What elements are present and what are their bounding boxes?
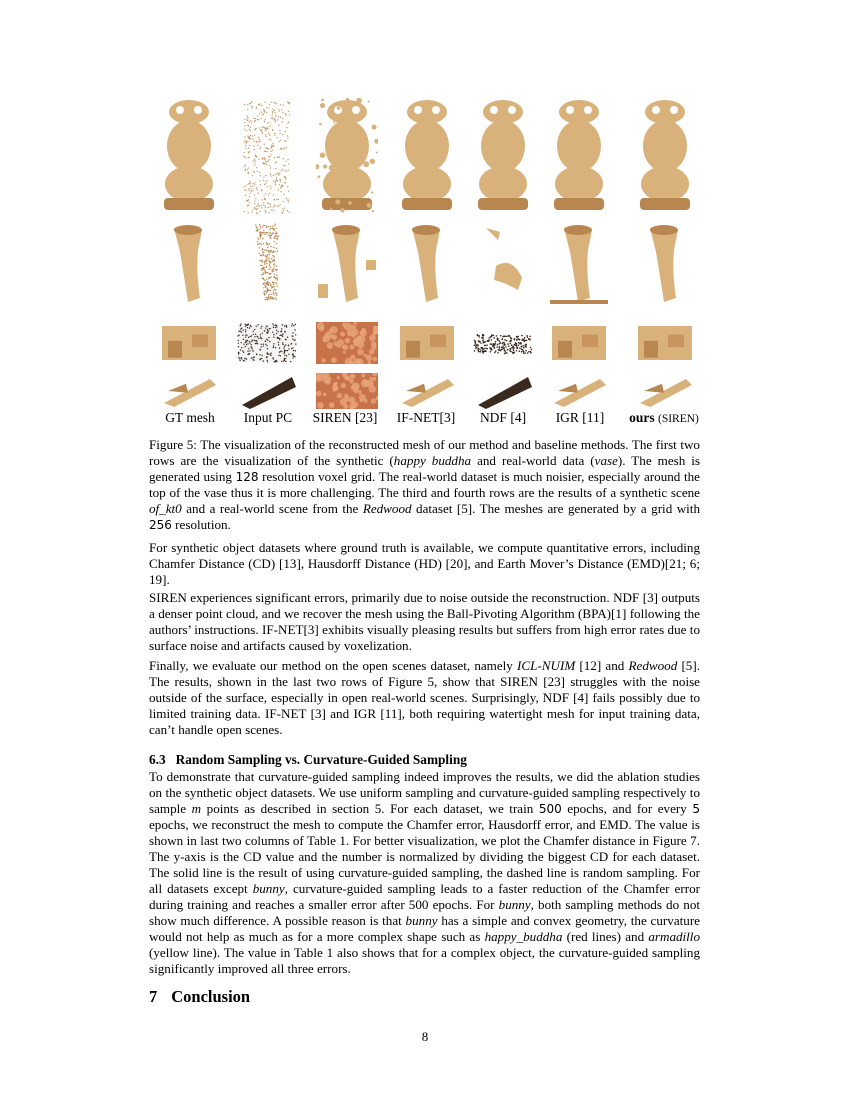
figure-thumbnail-buddha-igr	[548, 98, 610, 218]
caption-text: resolution.	[171, 517, 231, 532]
figure-thumbnail-buddha-if-net	[396, 98, 458, 218]
figure-thumbnail-scene-synthetic-siren	[316, 322, 378, 364]
caption-label: Figure 5:	[149, 437, 197, 452]
figure-thumbnail-vase-siren	[316, 220, 378, 312]
figure-thumbnail-scene-synthetic-ours	[634, 322, 696, 364]
paragraph-emphasis: bunny	[498, 897, 531, 912]
column-label-input-pc: Input PC	[243, 410, 293, 425]
figure-thumbnail-scene-real-ndf	[472, 373, 534, 409]
paragraph-text: To demonstrate that curvature-guided sampling indeed improves the results, we did the ablation studies on the synthetic object datasets. We use uniform sampling and curvature-guided sampling respectively to sample	[149, 769, 700, 816]
figure-thumbnail-scene-synthetic-if-net	[396, 322, 458, 364]
paragraph-text: SIREN experiences significant errors, primarily due to noise outside the reconstruction. NDF [3] outputs a denser point cloud, and we recover the mesh using the Ball-Pivoting Algorithm (BPA)[1] following the authors’ instructions. IF-NET[3] exhibits visually pleasing results but suffers from high error rates due to surface noise and artifacts caused by voxelization.	[149, 590, 700, 653]
paragraph-open-scenes	[149, 658, 700, 738]
section-number: 6.3	[149, 752, 166, 767]
figure-thumbnail-buddha-input-pc	[236, 98, 298, 218]
paragraph-emphasis: happy_buddha	[484, 929, 563, 944]
figure-thumbnail-buddha-ndf	[472, 98, 534, 218]
caption-emphasis: Redwood	[362, 501, 412, 516]
caption-text: ). The mesh is generated using	[149, 453, 701, 484]
section-title: Random Sampling vs. Curvature-Guided Sampling	[175, 752, 467, 767]
paragraph-emphasis: armadillo	[648, 929, 700, 944]
column-label-igr: IGR [11]	[555, 410, 605, 425]
caption-text: resolution voxel grid. The real-world dataset is much noisier, especially around the top of the vase thus it is more challenging. The third and fourth rows are the results of a synthetic scene	[149, 469, 700, 500]
paragraph-siren-errors	[149, 590, 700, 654]
caption-emphasis: vase	[594, 453, 618, 468]
figure-thumbnail-vase-gt-mesh	[158, 220, 220, 312]
section-heading-6-3	[149, 752, 467, 768]
column-label-ndf: NDF [4]	[479, 410, 527, 425]
figure-thumbnail-scene-real-ours	[634, 373, 696, 409]
caption-text: and a real-world scene from the	[181, 501, 363, 516]
figure-thumbnail-scene-real-gt-mesh	[158, 373, 220, 409]
paragraph-emphasis: bunny	[405, 913, 438, 928]
paragraph-text: , curvature-guided sampling leads to a faster reduction of the Chamfer error during training and reaches a smaller error after 500 epochs. For	[149, 881, 700, 912]
figure-thumbnail-buddha-siren	[316, 98, 378, 218]
figure-thumbnail-vase-igr	[548, 220, 610, 312]
caption-text: and real-world data (	[471, 453, 595, 468]
column-label-if-net: IF-NET[3]	[396, 410, 456, 425]
paragraph-text: Finally, we evaluate our method on the open scenes dataset, namely	[149, 658, 518, 673]
paragraph-math: 5	[692, 802, 700, 816]
figure-thumbnail-vase-ndf	[472, 220, 534, 312]
column-label-gt-mesh: GT mesh	[165, 410, 215, 425]
paragraph-ablation	[149, 769, 700, 977]
caption-emphasis: happy buddha	[393, 453, 472, 468]
paragraph-text: (yellow line). The value in Table 1 also shows that for a complex object, the curvature-guided sampling significantly improved all three errors.	[149, 945, 700, 976]
caption-math: 256	[149, 518, 172, 532]
caption-emphasis: of_kt0	[149, 501, 182, 516]
paragraph-text: has a simple and convex geometry, the curvature would not help as much as for a more complex shape such as	[149, 913, 700, 944]
figure-5	[150, 98, 702, 428]
paragraph-text: epochs, and for every	[561, 801, 693, 816]
figure-thumbnail-scene-synthetic-ndf	[472, 322, 534, 364]
figure-thumbnail-buddha-ours	[634, 98, 696, 218]
paragraph-emphasis: bunny	[252, 881, 285, 896]
figure-caption	[149, 437, 700, 533]
section-number: 7	[149, 987, 158, 1006]
column-label-ours-suffix: (SIREN)	[658, 413, 699, 425]
paragraph-text: points as described in section 5. For each dataset, we train	[201, 801, 539, 816]
paragraph-quantitative-errors	[149, 540, 700, 588]
figure-thumbnail-scene-synthetic-input-pc	[236, 322, 298, 364]
figure-thumbnail-vase-if-net	[396, 220, 458, 312]
paragraph-text: [5]. The results, shown in the last two rows of Figure 5, show that SIREN [23] struggles with the noise outside of the surface, especially in open real-world scenes. Surprisingly, NDF [4] fails possibly due to limited training data. IF-NET [3] and IGR [11], both requiring watertight mesh for input training data, can’t handle open scenes.	[149, 658, 700, 737]
figure-thumbnail-scene-real-igr	[548, 373, 610, 409]
caption-text: The visualization of the reconstructed mesh of our method and baseline methods. The first two rows are the visualization of the synthetic (	[149, 437, 700, 468]
column-label-ours-bold: ours	[629, 410, 655, 425]
figure-thumbnail-scene-synthetic-igr	[548, 322, 610, 364]
figure-thumbnail-scene-real-if-net	[396, 373, 458, 409]
caption-math: 128	[235, 470, 259, 484]
paragraph-text: [12] and	[575, 658, 629, 673]
caption-text: dataset [5]. The meshes are generated by a grid with	[411, 501, 700, 516]
section-heading-conclusion	[149, 987, 250, 1007]
paragraph-emphasis: Redwood	[628, 658, 678, 673]
column-label-siren: SIREN [23]	[312, 410, 378, 425]
paragraph-math: 500	[538, 802, 562, 816]
figure-column-labels	[150, 410, 702, 428]
figure-thumbnail-buddha-gt-mesh	[158, 98, 220, 218]
figure-thumbnail-scene-real-input-pc	[236, 373, 298, 409]
paragraph-math: m	[191, 801, 202, 816]
page-number: 8	[421, 1029, 429, 1044]
figure-thumbnail-scene-real-siren	[316, 373, 378, 409]
column-label-ours	[629, 410, 699, 426]
section-title: Conclusion	[171, 987, 251, 1006]
paragraph-emphasis: ICL-NUIM	[517, 658, 576, 673]
figure-thumbnail-vase-input-pc	[236, 220, 298, 312]
paragraph-text: For synthetic object datasets where ground truth is available, we compute quantitative errors, including Chamfer Distance (CD) [13], Hausdorff Distance (HD) [20], and Earth Mover’s Distance (EMD)[21; 6; 19].	[149, 540, 700, 587]
paragraph-text: epochs, we reconstruct the mesh to compute the Chamfer error, Hausdorff error, and EMD. The value is shown in last two columns of Table 1. For better visualization, we plot the Chamfer distance in Figure 7. The y-axis is the CD value and the number is normalized by dividing the biggest CD for each dataset. The solid line is the result of using curvature-guided sampling, the dashed line is random sampling. For all datasets except	[149, 817, 700, 896]
figure-thumbnail-scene-synthetic-gt-mesh	[158, 322, 220, 364]
figure-thumbnail-vase-ours	[634, 220, 696, 312]
paragraph-text: (red lines) and	[562, 929, 649, 944]
paragraph-text: , both sampling methods do not show much difference. A possible reason is that	[149, 897, 701, 928]
